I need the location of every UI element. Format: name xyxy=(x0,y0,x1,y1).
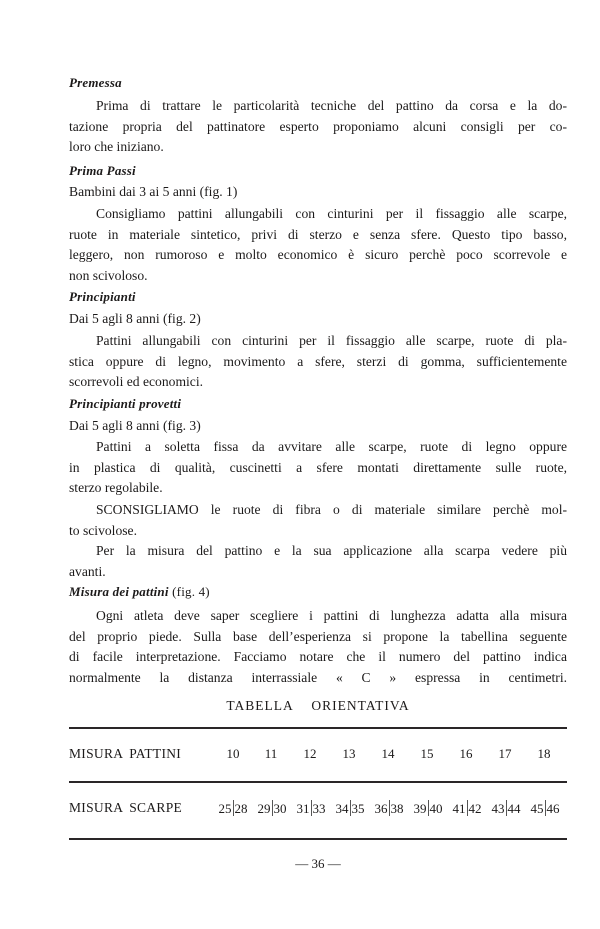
shoe-size-max: 44 xyxy=(507,801,521,816)
size-separator xyxy=(350,800,351,816)
table-cell-misura-scarpe xyxy=(329,800,371,817)
table-cell-misura-scarpe xyxy=(446,800,488,817)
section-heading-principianti: Principianti xyxy=(69,289,136,304)
heading-text: Misura dei pattini xyxy=(69,584,169,599)
section-heading-prima-passi: Prima Passi xyxy=(69,163,136,178)
table-cell-misura-scarpe xyxy=(524,800,566,817)
paragraph-misura-applicazione xyxy=(69,541,567,582)
text-line: leggero, non rumoroso e molto economico è sicuro perchè poco scorrevole e xyxy=(69,247,567,262)
table-cell-misura-scarpe xyxy=(290,800,332,817)
subheading-bambini: Bambini dai 3 ai 5 anni (fig. 1) xyxy=(69,184,238,199)
text-line: Consigliamo pattini allungabili con cinturini per il fissaggio alle scarpe, xyxy=(96,206,567,221)
page-number: — 36 — xyxy=(295,856,341,871)
table-cell-misura-pattini: 17 xyxy=(498,746,512,761)
shoe-size-min: 25 xyxy=(218,801,232,816)
table-cell-misura-pattini: 12 xyxy=(303,746,317,761)
table-cell-misura-pattini: 15 xyxy=(420,746,434,761)
shoe-size-min: 45 xyxy=(530,801,544,816)
text-line: avanti. xyxy=(69,563,106,579)
table-cell-misura-pattini: 13 xyxy=(342,746,356,761)
section-heading-principianti-provetti: Principianti provetti xyxy=(69,396,182,411)
text-line: Prima di trattare le particolarità tecniche del pattino da corsa e la do- xyxy=(96,98,567,113)
shoe-size-max: 40 xyxy=(429,801,443,816)
shoe-size-min: 29 xyxy=(257,801,271,816)
size-separator xyxy=(467,800,468,816)
shoe-size-min: 31 xyxy=(296,801,310,816)
table-rule-middle xyxy=(69,781,567,783)
text-line: loro che iniziano. xyxy=(69,139,164,154)
size-separator xyxy=(428,800,429,816)
text-line: stica oppure di legno, movimento a sfere, sterzi di gomma, sufficientemente xyxy=(69,353,567,369)
size-separator xyxy=(233,800,234,816)
subheading-dai-5-agli-8-fig2: Dai 5 agli 8 anni (fig. 2) xyxy=(69,311,201,326)
paragraph-prima-passi xyxy=(69,204,567,286)
size-separator xyxy=(311,800,312,816)
table-cell-misura-scarpe xyxy=(212,800,254,817)
table-cell-misura-pattini: 18 xyxy=(537,746,551,761)
text-line: in plastica di qualità, cuscinetti a sfere montati direttamente sulle ruote, xyxy=(69,459,567,475)
shoe-size-max: 46 xyxy=(546,801,560,816)
text-line: non scivoloso. xyxy=(69,267,148,283)
table-rule-top xyxy=(69,727,567,729)
text-line: del proprio piede. Sulla base dell’esperienza si propone la tabellina seguente xyxy=(69,628,567,644)
table-cell-misura-scarpe xyxy=(368,800,410,817)
shoe-size-min: 36 xyxy=(374,801,388,816)
table-cell-misura-pattini: 16 xyxy=(459,746,473,761)
text-line: Per la misura del pattino e la sua applicazione alla scarpa vedere più xyxy=(96,543,567,558)
text-line: scorrevoli ed economici. xyxy=(69,374,203,389)
shoe-size-max: 38 xyxy=(390,801,404,816)
paragraph-premessa xyxy=(69,96,567,158)
text-line: normalmente la distanza interrassiale « C » espressa in centimetri. xyxy=(69,669,567,685)
table-cell-misura-pattini: 14 xyxy=(381,746,395,761)
shoe-size-min: 34 xyxy=(335,801,349,816)
row-label-misura-pattini: MISURA PATTINI xyxy=(69,746,182,761)
row-label-misura-scarpe: MISURA SCARPE xyxy=(69,800,183,815)
table-cell-misura-scarpe xyxy=(251,800,293,817)
shoe-size-max: 42 xyxy=(468,801,482,816)
shoe-size-max: 28 xyxy=(234,801,248,816)
shoe-size-max: 33 xyxy=(312,801,326,816)
text-line: tazione propria del pattinatore esperto proponiamo alcuni consigli per co- xyxy=(69,118,567,134)
text-line: to scivolose. xyxy=(69,522,137,538)
shoe-size-min: 43 xyxy=(491,801,505,816)
paragraph-principianti-provetti xyxy=(69,437,567,499)
size-separator xyxy=(506,800,507,816)
shoe-size-max: 30 xyxy=(273,801,287,816)
text-line: sterzo regolabile. xyxy=(69,480,163,495)
size-separator xyxy=(272,800,273,816)
text-line: SCONSIGLIAMO le ruote di fibra o di materiale similare perchè mol- xyxy=(96,502,567,517)
table-cell-misura-scarpe xyxy=(407,800,449,817)
paragraph-sconsigliamo xyxy=(69,500,567,541)
text-line: Pattini allungabili con cinturini per il fissaggio alle scarpe, ruote di pla- xyxy=(96,333,567,348)
paragraph-principianti xyxy=(69,331,567,393)
text-line: ruote in materiale sintetico, privi di sterzo e senza sfere. Questo tipo basso, xyxy=(69,226,567,242)
table-title: TABELLA ORIENTATIVA xyxy=(226,698,410,713)
table-cell-misura-pattini: 11 xyxy=(264,746,278,761)
text-line: di facile interpretazione. Facciamo notare che il numero del pattino indica xyxy=(69,649,567,664)
subheading-dai-5-agli-8-fig3: Dai 5 agli 8 anni (fig. 3) xyxy=(69,418,201,433)
table-rule-bottom xyxy=(69,838,567,840)
section-heading-misura-dei-pattini xyxy=(69,584,210,600)
table-cell-misura-scarpe xyxy=(485,800,527,817)
size-separator xyxy=(389,800,390,816)
paragraph-misura-dei-pattini xyxy=(69,606,567,688)
shoe-size-min: 39 xyxy=(413,801,427,816)
table-cell-misura-pattini: 10 xyxy=(226,746,240,761)
shoe-size-min: 41 xyxy=(452,801,466,816)
figure-reference: (fig. 4) xyxy=(172,584,210,599)
shoe-size-max: 35 xyxy=(351,801,365,816)
size-separator xyxy=(545,800,546,816)
section-heading-premessa: Premessa xyxy=(69,75,122,90)
text-line: Pattini a soletta fissa da avvitare alle scarpe, ruote di legno oppure xyxy=(96,439,567,454)
text-line: Ogni atleta deve saper scegliere i pattini di lunghezza adatta alla misura xyxy=(96,608,567,623)
